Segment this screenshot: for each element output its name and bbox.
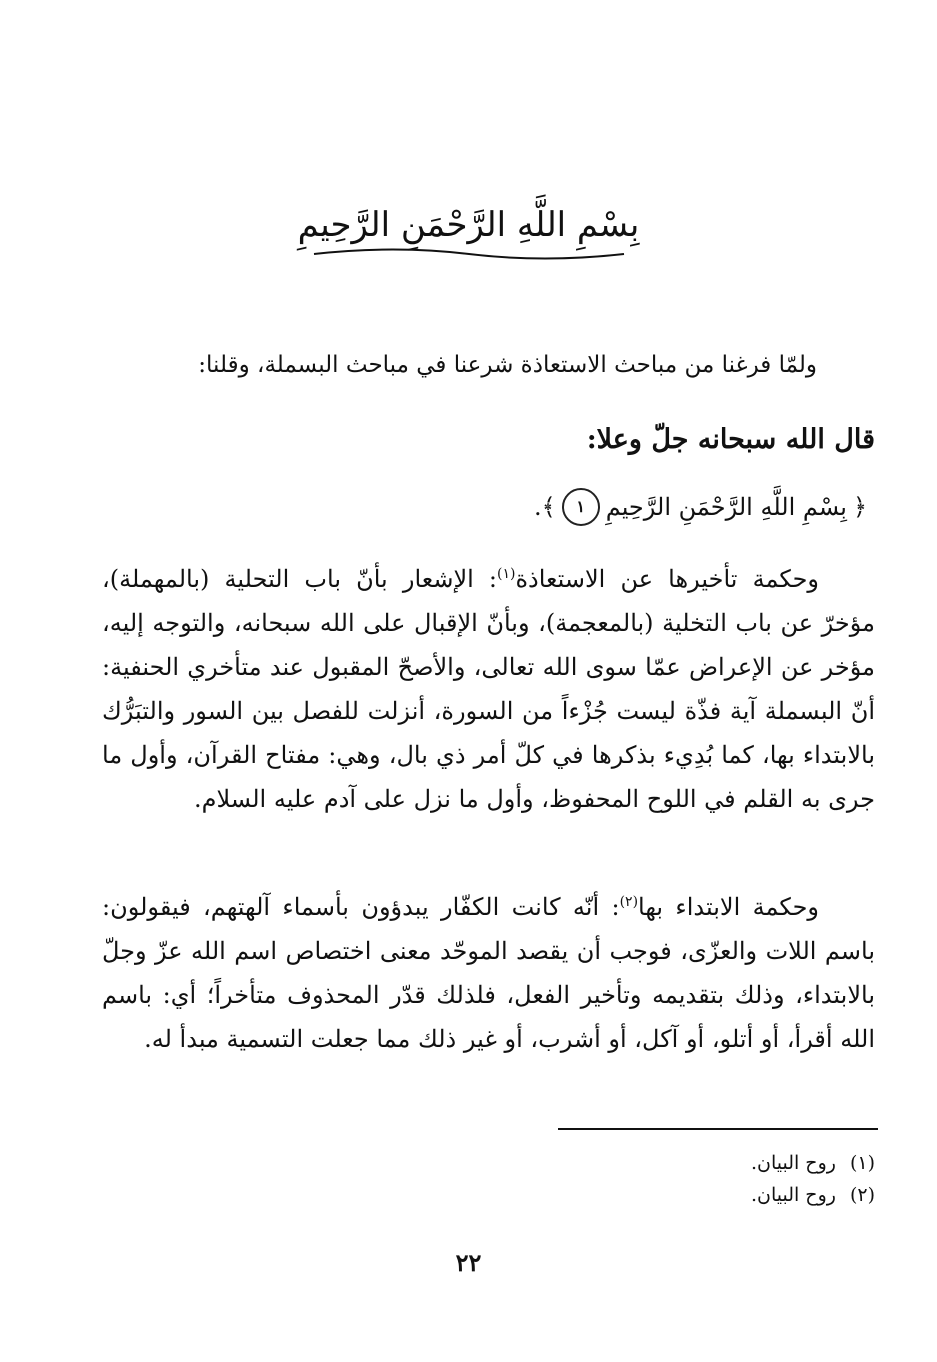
footnote-ref-1[interactable]: (١) [497,566,516,582]
footnote-divider [558,1128,878,1130]
footnote-text: روح البيان. [750,1184,836,1206]
footnote-number: (٢) [849,1184,875,1206]
footnote-ref-2[interactable]: (٢) [619,894,639,910]
calligraphy-flourish [304,245,634,263]
paragraph-body: : الإشعار بأنّ باب التحلية (بالمهملة)، مؤخرّ عن باب التخلية (بالمعجمة)، وبأنّ الإقبال على الله سبحانه، والتوجه إليه، مؤخر عن الإعراض عمّا سوى الله تعالى، والأصحّ المقبول عند متأخري الحنفية: أنّ البسملة آية فذّة ليست جُزْءاً من السورة، أنزلت للفصل بين السور والتبَرُّك بالابتداء بها، كما بُدِيء بذكرها في كلّ أمر ذي بال، وهي: مفتاح القرآن، وأول ما جرى به القلم في اللوح المحفوظ، وأول ما نزل على آدم عليه السلام. [102,565,875,813]
quran-verse [534,488,867,526]
footnote-item [751,1147,875,1179]
verse-text: بِسْمِ اللَّهِ الرَّحْمَنِ الرَّحِيمِ [605,493,847,521]
paragraph-wisdom-of-delay [102,552,875,821]
paragraph-wisdom-of-beginning [102,880,875,1061]
verse-open-bracket: ﴿ [852,493,867,521]
basmala-calligraphy-heading [0,205,937,263]
page-number: ٢٢ [455,1248,482,1277]
intro-line: ولمّا فرغنا من مباحث الاستعاذة شرعنا في مباحث البسملة، وقلنا: [198,352,817,378]
paragraph-lead: وحكمة الابتداء بها [638,893,820,921]
verse-number-badge: ١ [562,488,600,526]
footnotes [751,1147,875,1211]
paragraph-body: : أنّه كانت الكفّار يبدؤون بأسماء آلهتهم، فيقولون: باسم اللات والعزّى، فوجب أن يقصد الموحّد معنى اختصاص اسم الله عزّ وجلّ بالابتداء، وذلك بتقديمه وتأخير الفعل، فلذلك قدّر المحذوف متأخراً؛ أي: باسم الله أقرأ، أو أتلو، أو آكل، أو أشرب، أو غير ذلك مما جعلت التسمية مبدأ له. [102,893,875,1053]
footnote-number: (١) [849,1152,875,1174]
basmala-text: بِسْمِ اللَّهِ الرَّحْمَنِ الرَّحِيمِ [297,205,640,245]
section-heading: قال الله سبحانه جلّ وعلا: [586,424,875,455]
verse-close-bracket: ﴾. [534,493,556,521]
paragraph-lead: وحكمة تأخيرها عن الاستعاذة [515,565,819,593]
footnote-item [751,1179,875,1211]
footnote-text: روح البيان. [750,1152,836,1174]
